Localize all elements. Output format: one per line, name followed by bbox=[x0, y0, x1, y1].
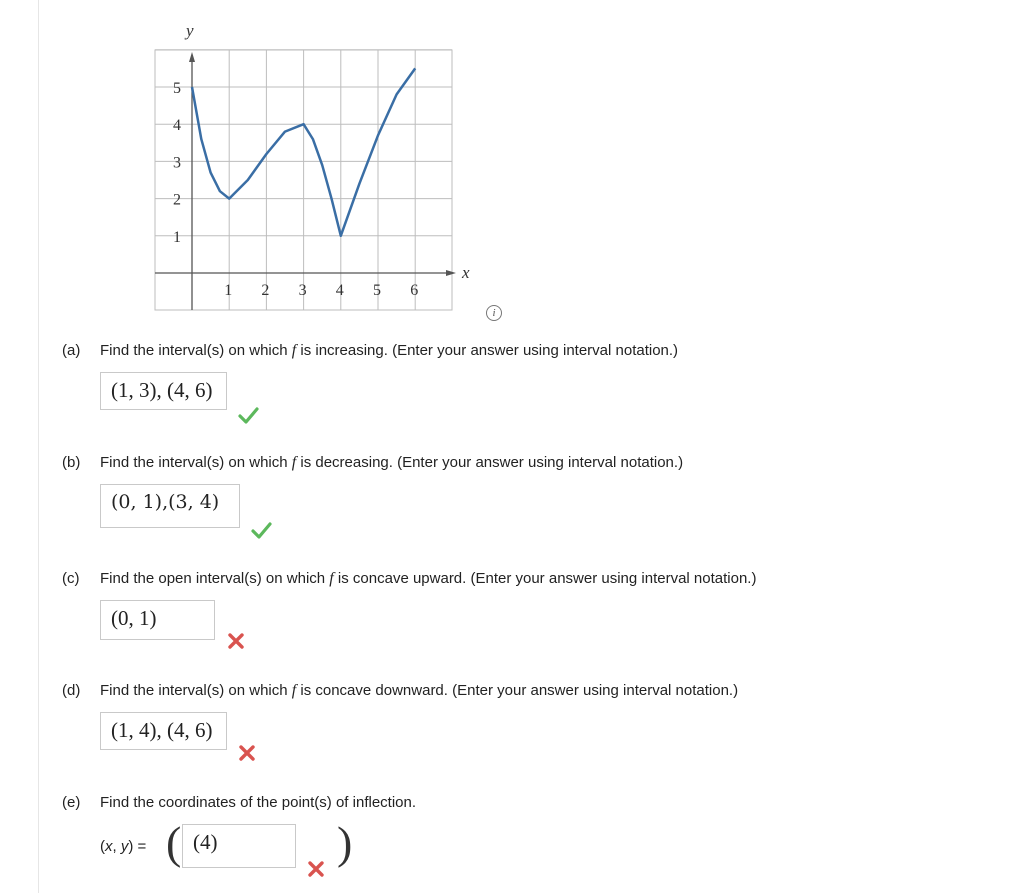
question-text: Find the coordinates of the point(s) of inflection. bbox=[100, 794, 417, 811]
y-axis-label: y bbox=[186, 21, 194, 40]
question-label: (d) bbox=[62, 682, 81, 699]
y-tick-label: 5 bbox=[173, 80, 181, 97]
cross-icon bbox=[236, 742, 258, 764]
cross-icon bbox=[225, 630, 247, 652]
xy-separator: , bbox=[112, 838, 121, 855]
check-icon bbox=[250, 519, 272, 541]
y-tick-label: 3 bbox=[173, 154, 181, 172]
check-icon bbox=[237, 404, 259, 426]
question-d bbox=[62, 682, 738, 700]
y-tick-label: 2 bbox=[173, 191, 181, 209]
answer-input-c[interactable]: (0, 1) bbox=[100, 600, 215, 640]
question-text: Find the open interval(s) on which bbox=[100, 570, 330, 587]
question-e bbox=[62, 794, 416, 811]
function-symbol: f bbox=[329, 570, 334, 587]
y-axis-arrow bbox=[189, 52, 195, 62]
x-tick-label: 6 bbox=[410, 282, 419, 299]
question-c bbox=[62, 570, 756, 588]
x-axis-label: x bbox=[462, 263, 470, 282]
function-symbol: f bbox=[291, 454, 297, 471]
function-symbol: f bbox=[291, 682, 297, 699]
xy-label bbox=[100, 838, 146, 855]
question-text: Find the interval(s) on which bbox=[100, 454, 292, 471]
answer-input-b[interactable]: (0, 1),(3, 4) bbox=[100, 484, 240, 528]
question-text: Find the interval(s) on which bbox=[100, 682, 292, 699]
xy-open-paren: ( bbox=[100, 838, 105, 855]
x-symbol: x bbox=[105, 838, 113, 855]
question-label: (b) bbox=[62, 454, 81, 471]
x-tick-label: 3 bbox=[298, 282, 307, 299]
cross-icon bbox=[305, 858, 327, 880]
question-text: is increasing. (Enter your answer using interval notation.) bbox=[296, 342, 679, 359]
xy-equals: ) = bbox=[128, 838, 147, 855]
x-axis-arrow bbox=[446, 270, 456, 276]
right-paren: ) bbox=[337, 817, 353, 868]
question-text: Find the interval(s) on which bbox=[100, 342, 292, 359]
question-text: is concave upward. (Enter your answer using interval notation.) bbox=[333, 570, 757, 587]
question-label: (c) bbox=[62, 570, 80, 587]
x-tick-label: 1 bbox=[224, 282, 233, 299]
left-paren: ( bbox=[166, 817, 182, 868]
y-tick-label: 4 bbox=[173, 117, 181, 135]
answer-input-a[interactable]: (1, 3), (4, 6) bbox=[100, 372, 227, 410]
answer-input-d[interactable]: (1, 4), (4, 6) bbox=[100, 712, 227, 750]
x-tick-label: 4 bbox=[335, 282, 344, 299]
x-tick-label: 5 bbox=[373, 282, 381, 299]
function-symbol: f bbox=[291, 342, 297, 359]
question-label: (a) bbox=[62, 342, 81, 359]
question-text: is decreasing. (Enter your answer using interval notation.) bbox=[296, 454, 684, 471]
y-tick-label: 1 bbox=[173, 228, 181, 246]
question-text: is concave downward. (Enter your answer using interval notation.) bbox=[296, 682, 739, 699]
question-b bbox=[62, 454, 683, 472]
question-a bbox=[62, 342, 678, 360]
function-graph bbox=[0, 0, 520, 330]
question-label: (e) bbox=[62, 794, 81, 811]
info-icon[interactable]: i bbox=[486, 305, 502, 321]
answer-input-e[interactable]: (4) bbox=[182, 824, 296, 868]
x-tick-label: 2 bbox=[261, 282, 270, 299]
y-symbol: y bbox=[120, 838, 129, 855]
